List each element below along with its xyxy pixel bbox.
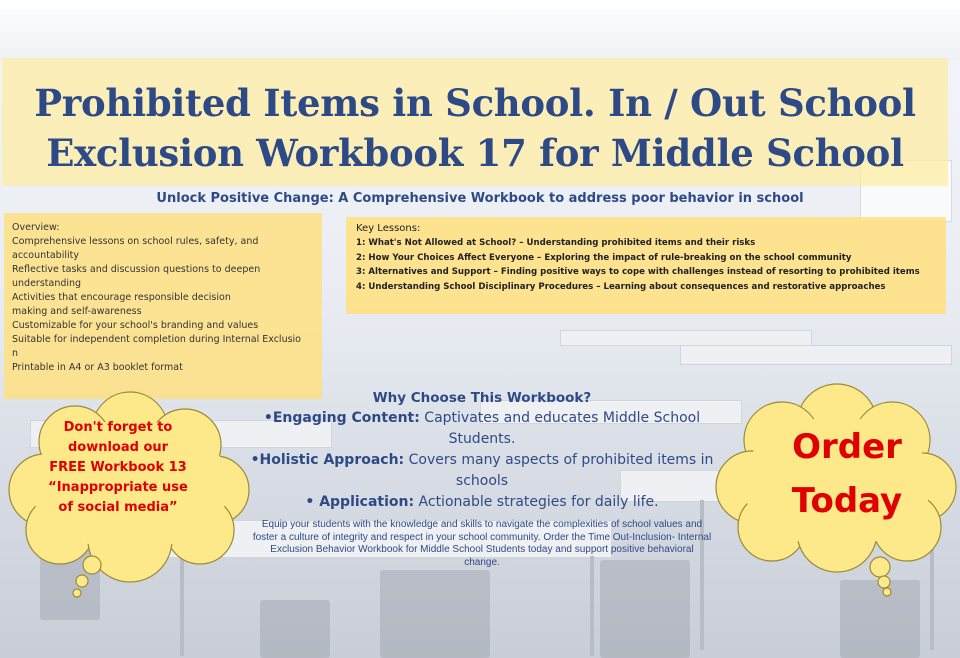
overview-item: Printable in A4 or A3 booklet format xyxy=(12,362,183,373)
overview-item: Reflective tasks and discussion questions to deepen xyxy=(12,264,261,275)
order-today-callout[interactable] xyxy=(752,420,942,528)
lesson-item: 4: Understanding School Disciplinary Procedures – Learning about consequences and restorative approaches xyxy=(356,281,886,292)
lesson-item: 2: How Your Choices Affect Everyone – Exploring the impact of rule-breaking on the school community xyxy=(356,252,852,263)
why-point-text: Covers many aspects of prohibited items in schools xyxy=(404,452,714,489)
why-point-text: Actionable strategies for daily life. xyxy=(414,494,659,510)
order-text: Order xyxy=(792,427,902,467)
why-point-label: •Engaging Content: xyxy=(263,410,420,426)
overview-heading: Overview: xyxy=(12,222,60,233)
why-point-label: • Application: xyxy=(305,494,415,510)
overview-item: Activities that encourage responsible decision xyxy=(12,292,231,303)
why-heading: Why Choose This Workbook? xyxy=(372,390,592,406)
subtitle: Unlock Positive Change: A Comprehensive Workbook to address poor behavior in school xyxy=(156,191,804,206)
why-point-text: Captivates and educates Middle School Students. xyxy=(419,410,701,447)
title-line-1: Prohibited Items in School. In / Out School xyxy=(34,81,916,125)
free-workbook-callout[interactable]: Don't forget to download our FREE Workbook 13 “Inappropriate use of social media” xyxy=(48,420,188,515)
overview-box xyxy=(4,213,322,399)
title-line-2: Exclusion Workbook 17 for Middle School xyxy=(46,131,904,175)
overview-item: Customizable for your school's branding and values xyxy=(12,320,259,331)
why-point-holistic xyxy=(232,450,732,492)
overview-item: Suitable for independent completion during Internal Exclusio xyxy=(12,334,301,345)
key-lessons-heading: Key Lessons: xyxy=(356,223,421,234)
why-point-label: •Holistic Approach: xyxy=(250,452,405,468)
why-paragraph: Equip your students with the knowledge and skills to navigate the complexities of school values and foster a culture of integrity and respect in your school community. Order the Time Out-Inclusion- Internal Exclusion Behavior Workbook for Middle School Students today and support positive behavioral change. xyxy=(252,519,712,568)
overview-item: making and self-awareness xyxy=(12,306,142,317)
overview-item: understanding xyxy=(12,278,82,289)
today-text: Today xyxy=(791,481,903,521)
overview-item: accountability xyxy=(12,250,79,261)
lesson-item: 3: Alternatives and Support – Finding positive ways to cope with challenges instead of resorting to prohibited items xyxy=(356,267,920,277)
page-title xyxy=(0,78,950,178)
why-choose-section xyxy=(232,388,732,569)
overview-item: n xyxy=(12,348,19,359)
why-point-engaging xyxy=(232,408,732,450)
key-lessons-box xyxy=(346,217,946,314)
overview-item: Comprehensive lessons on school rules, safety, and xyxy=(12,236,259,247)
why-point-application xyxy=(232,492,732,513)
lesson-item: 1: What's Not Allowed at School? – Understanding prohibited items and their risks xyxy=(356,238,756,248)
